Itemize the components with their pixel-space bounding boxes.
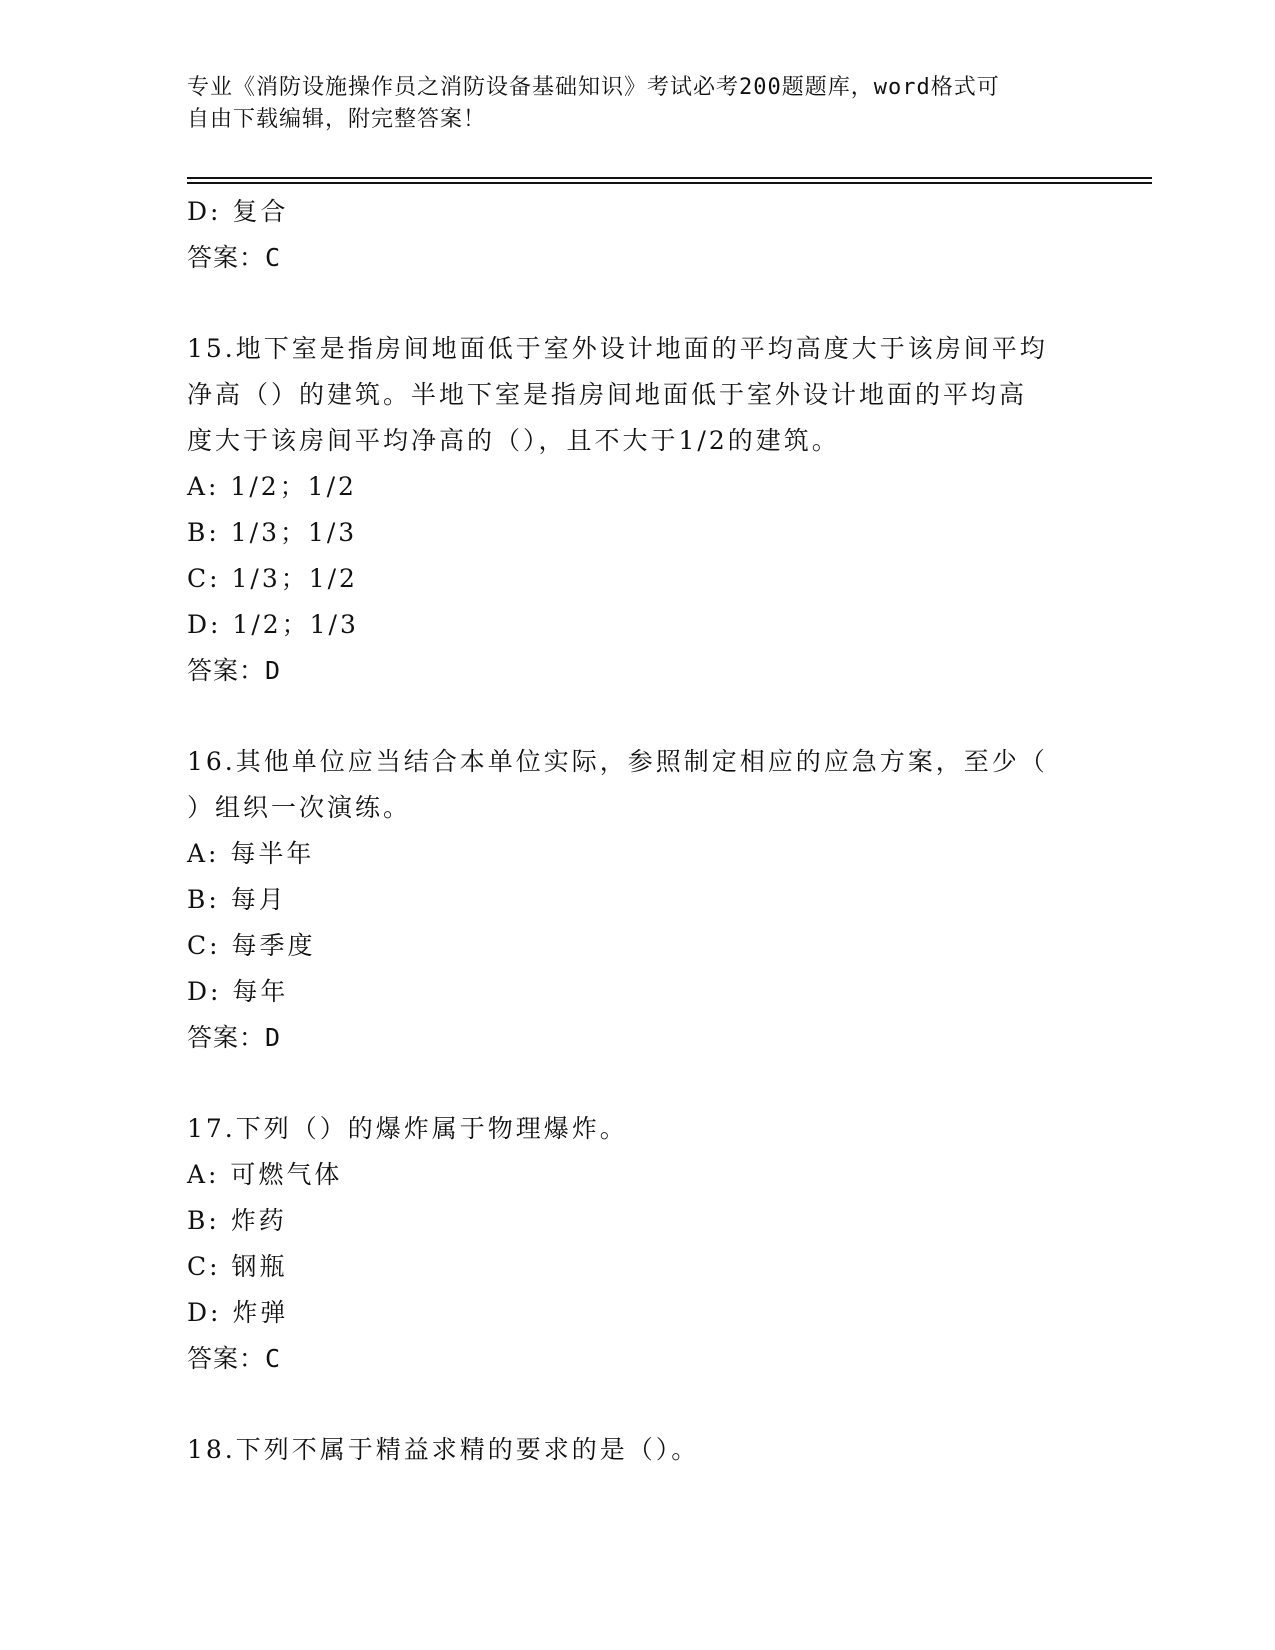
answer-line: 答案：C	[187, 243, 282, 272]
header-divider-bottom	[187, 182, 1152, 184]
question-16	[187, 739, 1087, 1061]
spacer	[187, 1061, 1087, 1106]
header-title-line-2: 自由下载编辑，附完整答案！	[187, 107, 487, 132]
question-17	[187, 1106, 1087, 1382]
question-text-line: 17.下列（）的爆炸属于物理爆炸。	[187, 1114, 628, 1143]
question-text-line: 16.其他单位应当结合本单位实际，参照制定相应的应急方案，至少（	[187, 747, 1048, 776]
previous-question-tail	[187, 189, 1087, 281]
answer-line: 答案：D	[187, 1023, 282, 1052]
spacer	[187, 281, 1087, 326]
question-list	[187, 189, 1087, 1473]
answer-line: 答案：C	[187, 1344, 282, 1373]
option-d: D: 1/2；1/3	[187, 610, 359, 639]
option-d: D: 复合	[187, 197, 289, 226]
option-d: D: 每年	[187, 977, 289, 1006]
option-c: C: 钢瓶	[187, 1252, 288, 1281]
document-header	[187, 72, 1067, 136]
header-title-line-1: 专业《消防设施操作员之消防设备基础知识》考试必考200题题库，word格式可	[187, 75, 1000, 100]
question-18	[187, 1427, 1087, 1473]
option-d: D: 炸弹	[187, 1298, 289, 1327]
option-b: B: 1/3；1/3	[187, 518, 358, 547]
question-text-line: 度大于该房间平均净高的（），且不大于1/2的建筑。	[187, 426, 840, 455]
header-divider-top	[187, 177, 1152, 179]
spacer	[187, 694, 1087, 739]
question-15	[187, 326, 1087, 694]
question-text-line: 净高（）的建筑。半地下室是指房间地面低于室外设计地面的平均高	[187, 380, 1028, 409]
option-b: B: 每月	[187, 885, 287, 914]
question-text-line: 18.下列不属于精益求精的要求的是（）。	[187, 1435, 700, 1464]
option-a: A: 每半年	[187, 839, 315, 868]
answer-line: 答案：D	[187, 656, 282, 685]
spacer	[187, 1382, 1087, 1427]
option-b: B: 炸药	[187, 1206, 287, 1235]
option-a: A: 1/2；1/2	[187, 472, 357, 501]
question-text-line: ）组织一次演练。	[187, 793, 412, 822]
option-c: C: 1/3；1/2	[187, 564, 358, 593]
option-c: C: 每季度	[187, 931, 316, 960]
question-text-line: 15.地下室是指房间地面低于室外设计地面的平均高度大于该房间平均	[187, 334, 1048, 363]
option-a: A: 可燃气体	[187, 1160, 343, 1189]
